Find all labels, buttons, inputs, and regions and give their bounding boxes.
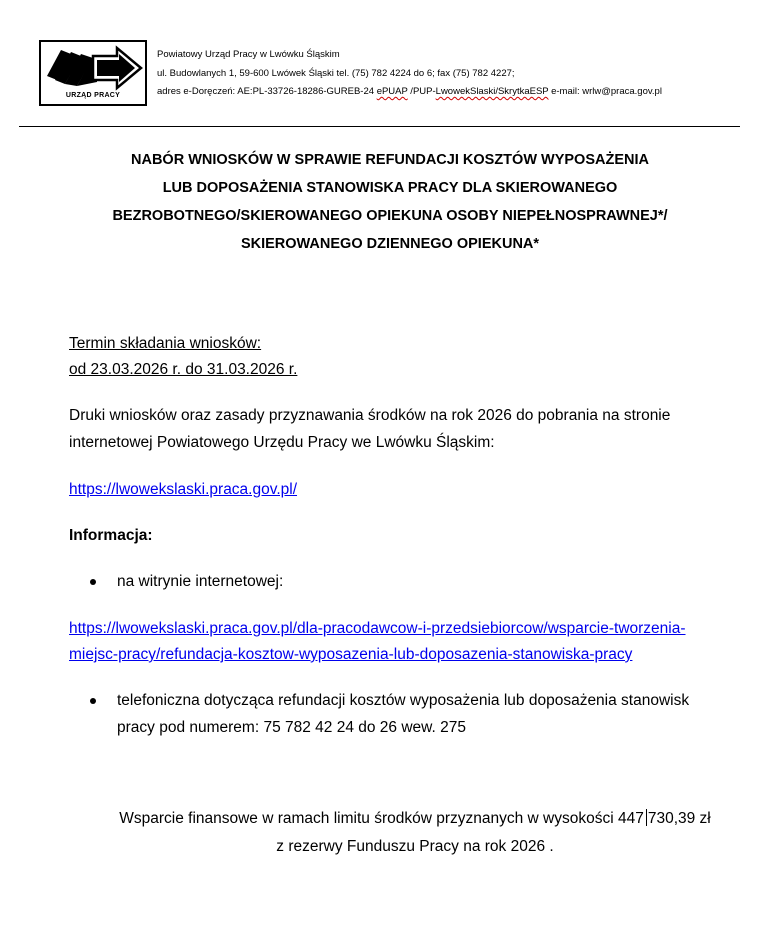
info-bullet-phone-cont: pracy pod numerem: 75 782 42 24 do 26 wew. 275: [117, 719, 466, 736]
email-address: e-mail: wrlw@praca.gov.pl: [548, 86, 662, 97]
office-name: Powiatowy Urząd Pracy w Lwówku Śląskim: [157, 49, 340, 60]
funding-amount: 730,39 zł: [647, 810, 711, 827]
info-bullet-phone: telefoniczna dotycząca refundacji kosztów wyposażenia lub doposażenia stanowisk: [117, 692, 690, 709]
info-bullet-website: na witrynie internetowej:: [117, 573, 284, 590]
pup-website-link[interactable]: https://lwowekslaski.praca.gov.pl/: [69, 481, 298, 498]
urzad-pracy-logo: [39, 40, 147, 106]
pup-prefix: /PUP-: [407, 86, 436, 97]
document-title: [40, 146, 740, 258]
office-address: ul. Budowlanych 1, 59-600 Lwówek Śląski tel. (75) 782 4224 do 6; fax (75) 782 4227;: [157, 68, 515, 79]
info-heading: Informacja:: [69, 527, 153, 544]
logo-arrow-icon: [41, 42, 145, 92]
title-line: NABÓR WNIOSKÓW W SPRAWIE REFUNDACJI KOSZTÓW WYPOSAŻENIA: [131, 152, 649, 168]
refund-page-link[interactable]: https://lwowekslaski.praca.gov.pl/dla-pracodawcow-i-przedsiebiorcow/wsparcie-tworzenia-: [69, 620, 686, 637]
epuap-label: ePUAP: [376, 86, 408, 97]
bullet-icon: [90, 698, 96, 704]
funding-info: [60, 808, 764, 830]
forms-text-line: internetowej Powiatowego Urzędu Pracy we Lwówku Śląskim:: [69, 434, 495, 451]
refund-page-link-cont[interactable]: miejsc-pracy/refundacja-kosztow-wyposazenia-lub-doposazenia-stanowiska-pracy: [69, 646, 633, 663]
funding-source: z rezerwy Funduszu Pracy na rok 2026 .: [276, 838, 554, 855]
title-line: LUB DOPOSAŻENIA STANOWISKA PRACY DLA SKIEROWANEGO: [162, 180, 618, 196]
bullet-icon: [90, 579, 96, 585]
logo-label: URZĄD PRACY: [65, 92, 121, 99]
edoreczenia-address: adres e-Doręczeń: AE:PL-33726-18286-GUREB-24: [157, 86, 377, 97]
title-line: BEZROBOTNEGO/SKIEROWANEGO OPIEKUNA OSOBY NIEPEŁNOSPRAWNEJ*/: [112, 208, 668, 224]
office-contact: [157, 86, 662, 98]
title-line: SKIEROWANEGO DZIENNEGO OPIEKUNA*: [240, 236, 540, 252]
forms-text-line: Druki wniosków oraz zasady przyznawania środków na rok 2026 do pobrania na stronie: [69, 407, 671, 424]
text-cursor: [646, 809, 647, 826]
skrytka-label: LwowekSlaski/SkrytkaESP: [435, 86, 549, 97]
funding-text: Wsparcie finansowe w ramach limitu środków przyznanych w wysokości 447: [119, 810, 644, 827]
deadline-label: Termin składania wniosków:: [69, 335, 262, 352]
deadline-dates: od 23.03.2026 r. do 31.03.2026 r.: [69, 361, 298, 378]
header-divider: [19, 126, 740, 127]
